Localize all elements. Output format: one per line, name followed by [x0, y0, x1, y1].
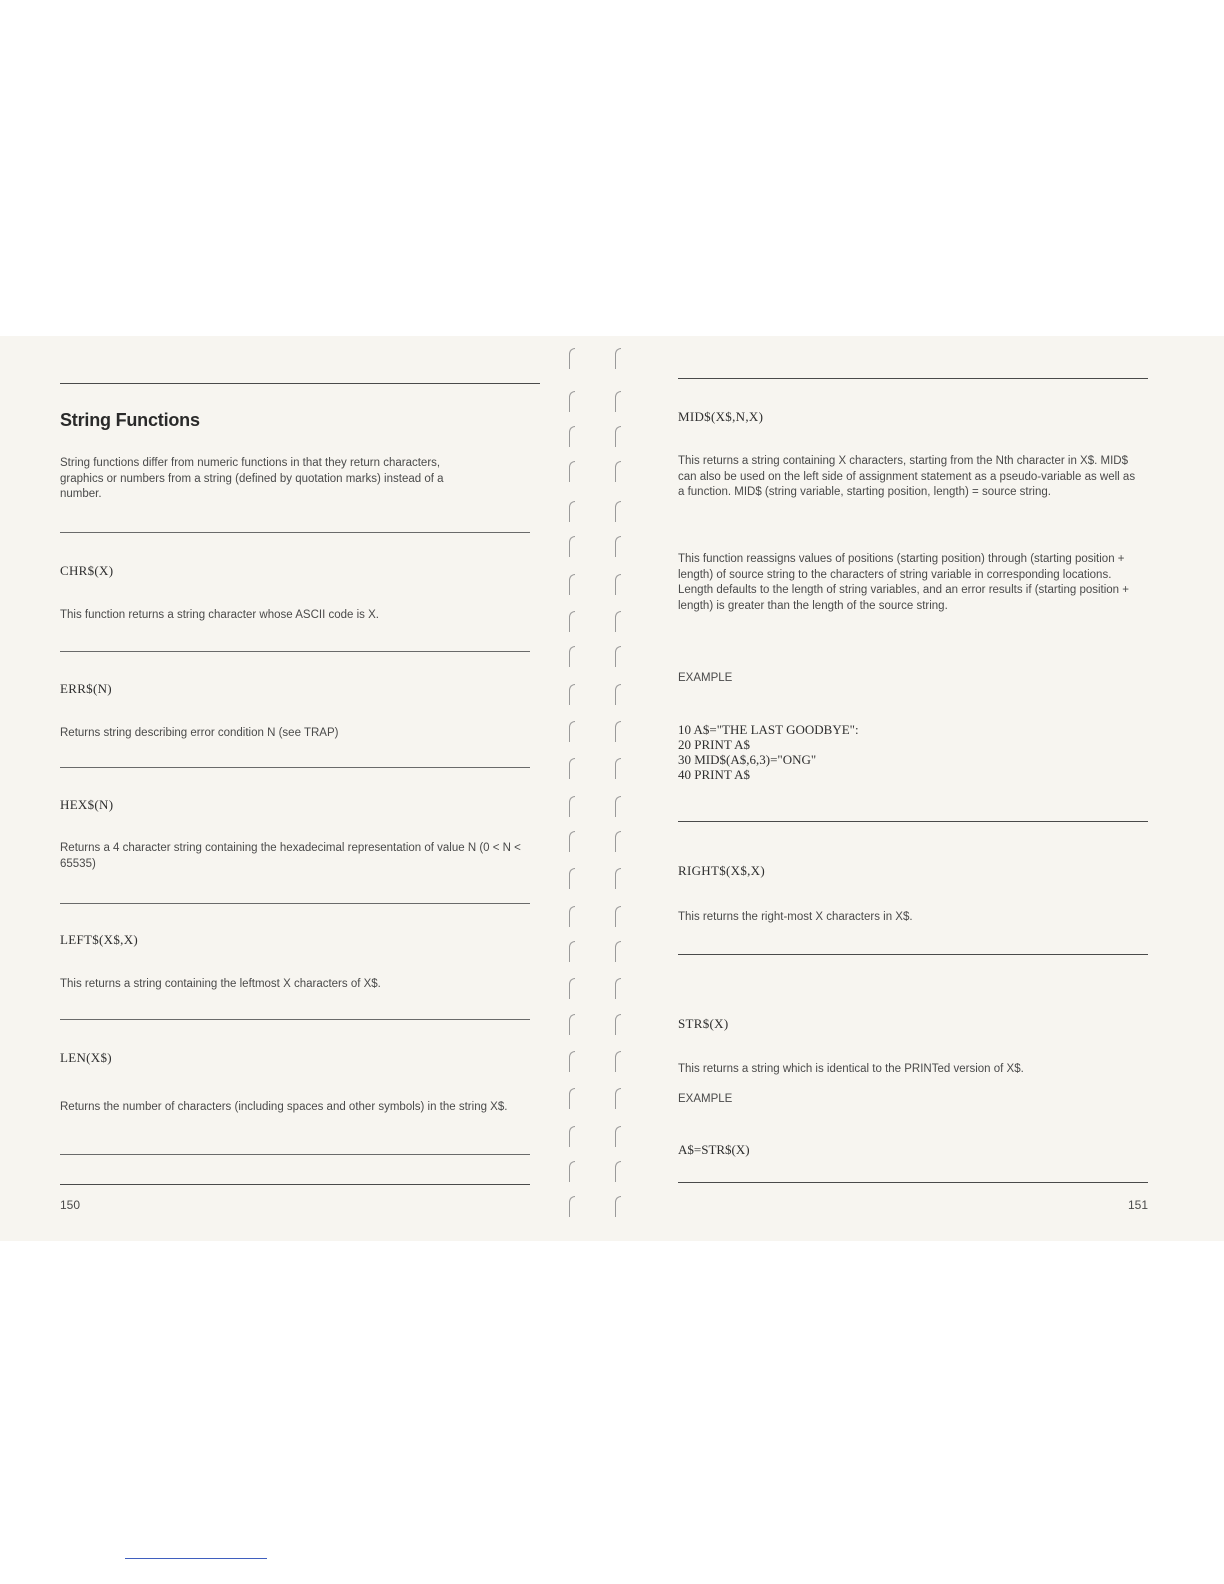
binding-ring: [615, 796, 621, 817]
binding-ring: [615, 461, 621, 482]
binding-ring: [615, 831, 621, 852]
divider: [678, 821, 1148, 822]
binding-ring: [569, 1014, 575, 1035]
binding-ring: [569, 831, 575, 852]
spiral-binding: [563, 336, 633, 1241]
binding-ring: [615, 1051, 621, 1072]
binding-ring: [569, 796, 575, 817]
binding-ring: [569, 1161, 575, 1182]
binding-ring: [615, 978, 621, 999]
function-name-left: LEFT$(X$,X): [60, 932, 139, 947]
divider: [678, 954, 1148, 955]
function-name-right: RIGHT$(X$,X): [678, 863, 766, 878]
example-label: EXAMPLE: [678, 672, 733, 684]
function-name-chr: CHR$(X): [60, 563, 114, 578]
divider: [60, 1184, 530, 1185]
binding-ring: [569, 1126, 575, 1147]
binding-ring: [569, 906, 575, 927]
page-number: 150: [60, 1198, 81, 1212]
divider: [60, 651, 530, 652]
divider: [60, 1154, 530, 1155]
function-desc-mid-2: This function reassigns values of positions (starting position) through (starting position + length) of source string to the characters of string variable in corresponding locations. Length defaults to the length of string variables, and an error results if (starting position + length) is greater than the length of the source string.: [678, 553, 1129, 612]
binding-ring: [569, 426, 575, 447]
binding-ring: [615, 1161, 621, 1182]
divider: [125, 1558, 267, 1559]
binding-ring: [615, 868, 621, 889]
function-name-len: LEN(X$): [60, 1050, 112, 1065]
function-name-str: STR$(X): [678, 1016, 729, 1031]
binding-ring: [569, 758, 575, 779]
binding-ring: [615, 646, 621, 667]
binding-ring: [615, 536, 621, 557]
binding-ring: [569, 941, 575, 962]
binding-ring: [569, 868, 575, 889]
divider: [678, 1182, 1148, 1183]
code-line: 40 PRINT A$: [678, 767, 750, 782]
binding-ring: [615, 574, 621, 595]
function-desc-chr: This function returns a string character whose ASCII code is X.: [60, 609, 379, 621]
page-number: 151: [1127, 1198, 1148, 1212]
binding-ring: [569, 1051, 575, 1072]
divider: [678, 378, 1148, 379]
function-desc-len: Returns the number of characters (including spaces and other symbols) in the string X$.: [60, 1101, 508, 1113]
divider: [60, 383, 540, 384]
binding-ring: [569, 684, 575, 705]
binding-ring: [615, 684, 621, 705]
binding-ring: [615, 1088, 621, 1109]
binding-ring: [615, 348, 621, 369]
binding-ring: [569, 1196, 575, 1217]
divider: [60, 1019, 530, 1020]
function-desc-str: This returns a string which is identical to the PRINTed version of X$.: [678, 1063, 1024, 1075]
function-desc-mid: This returns a string containing X characters, starting from the Nth character in X$. MID$ can also be used on the left side of assignment statement as a pseudo-variable as well as a function. MID$ (string variable, starting position, length) = source string.: [678, 455, 1136, 498]
example-label: EXAMPLE: [678, 1093, 733, 1105]
right-page: [678, 336, 1163, 1241]
binding-ring: [569, 348, 575, 369]
binding-ring: [615, 611, 621, 632]
left-page: [60, 336, 540, 1241]
binding-ring: [615, 391, 621, 412]
binding-ring: [569, 1088, 575, 1109]
binding-ring: [569, 391, 575, 412]
function-desc-left: This returns a string containing the leftmost X characters of X$.: [60, 978, 381, 990]
divider: [60, 903, 530, 904]
section-title: String Functions: [60, 410, 200, 430]
binding-ring: [615, 941, 621, 962]
function-desc-right: This returns the right-most X characters in X$.: [678, 911, 913, 923]
code-line: 10 A$="THE LAST GOODBYE":: [678, 722, 859, 737]
binding-ring: [615, 1014, 621, 1035]
function-name-hex: HEX$(N): [60, 797, 114, 812]
code-line: 30 MID$(A$,6,3)="ONG": [678, 752, 817, 767]
binding-ring: [569, 721, 575, 742]
intro-text: String functions differ from numeric functions in that they return characters, graphics or numbers from a string (defined by quotation marks) instead of a number.: [60, 457, 444, 500]
divider: [60, 767, 530, 768]
binding-ring: [615, 426, 621, 447]
binding-ring: [615, 721, 621, 742]
binding-ring: [615, 501, 621, 522]
binding-ring: [615, 1126, 621, 1147]
binding-ring: [615, 758, 621, 779]
code-line: A$=STR$(X): [678, 1142, 750, 1157]
binding-ring: [615, 1196, 621, 1217]
binding-ring: [569, 536, 575, 557]
function-desc-hex: Returns a 4 character string containing the hexadecimal representation of value N (0 < N < 65535): [60, 842, 521, 870]
function-desc-err: Returns string describing error condition N (see TRAP): [60, 727, 339, 739]
code-line: 20 PRINT A$: [678, 737, 750, 752]
binding-ring: [569, 646, 575, 667]
binding-ring: [569, 978, 575, 999]
book-spread: [0, 336, 1224, 1241]
binding-ring: [569, 574, 575, 595]
binding-ring: [569, 461, 575, 482]
function-name-mid: MID$(X$,N,X): [678, 409, 764, 424]
binding-ring: [569, 501, 575, 522]
binding-ring: [569, 611, 575, 632]
binding-ring: [615, 906, 621, 927]
divider: [60, 532, 530, 533]
function-name-err: ERR$(N): [60, 681, 112, 696]
